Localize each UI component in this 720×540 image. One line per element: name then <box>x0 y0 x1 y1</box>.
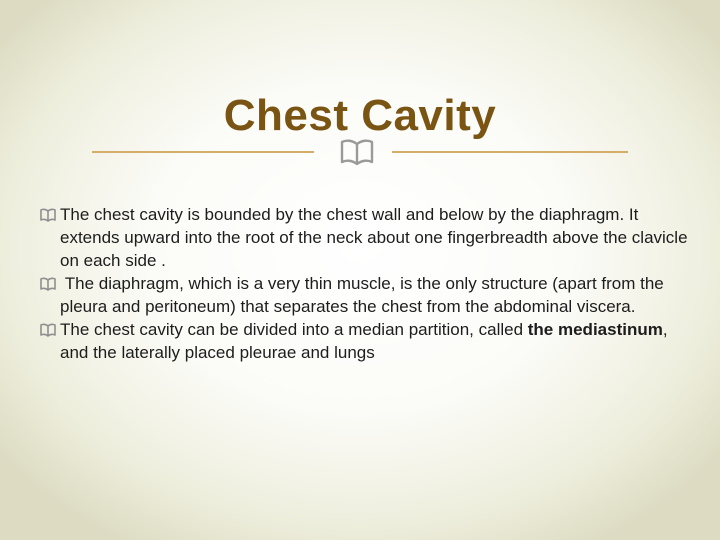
open-book-icon <box>40 208 56 222</box>
bullet-text-before: The chest cavity can be divided into a median partition, called <box>60 320 528 339</box>
title-rule-right <box>392 151 628 153</box>
bullet-text <box>60 320 668 362</box>
bullet-text-after: , and the laterally placed pleurae and lungs <box>60 320 668 362</box>
open-book-icon <box>340 136 374 166</box>
bullet-item <box>40 272 700 318</box>
bullet-list <box>40 203 700 364</box>
bullet-item <box>40 318 700 364</box>
bullet-text-bold: the mediastinum <box>527 320 663 339</box>
bullet-text: The diaphragm, which is a very thin muscle, is the only structure (apart from the pleura and peritoneum) that separates the chest from the abdominal viscera. <box>60 274 669 316</box>
bullet-text: The chest cavity is bounded by the chest wall and below by the diaphragm. It extends upward into the root of the neck about one fingerbreadth above the clavicle on each side . <box>60 205 688 270</box>
open-book-icon <box>40 323 56 337</box>
title-rule-left <box>92 151 314 153</box>
slide-title: Chest Cavity <box>223 91 497 140</box>
open-book-icon <box>40 277 56 291</box>
bullet-item <box>40 203 700 272</box>
